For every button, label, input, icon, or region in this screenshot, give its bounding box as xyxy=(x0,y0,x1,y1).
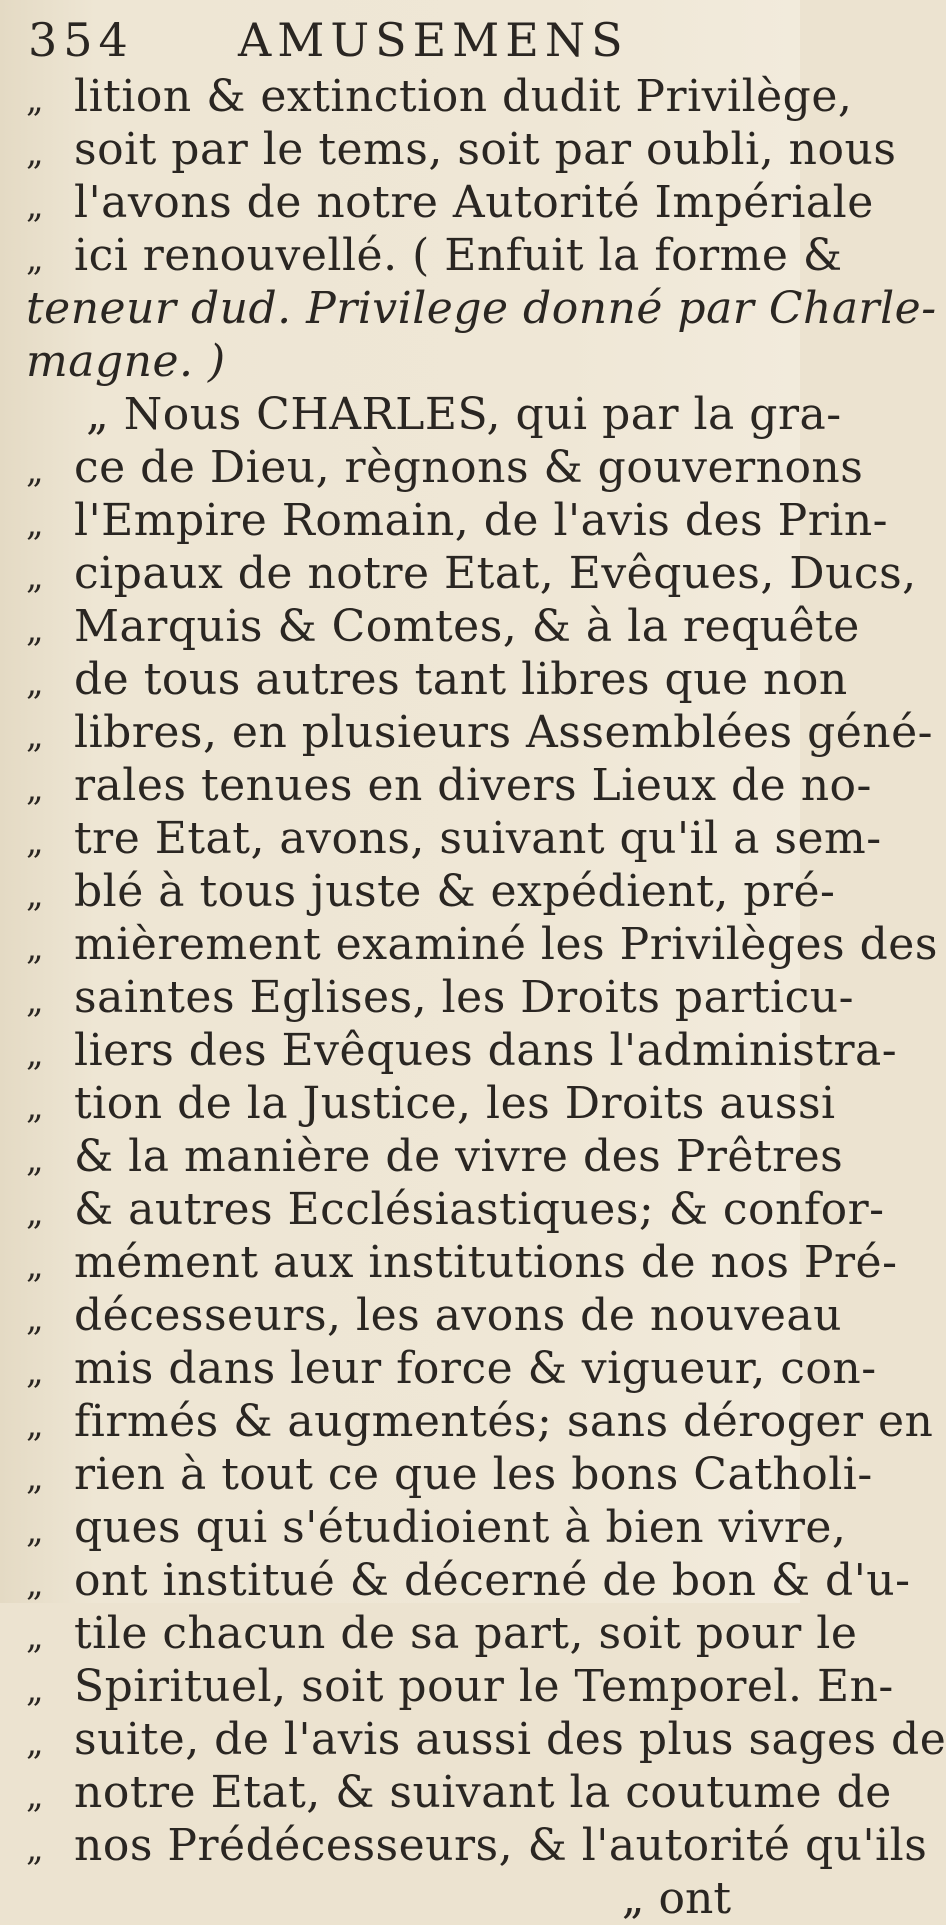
text-line xyxy=(26,1501,847,1554)
quote-mark: „ xyxy=(26,1617,42,1657)
text-line xyxy=(26,441,864,494)
line-text: firmés & augmentés; sans déroger en xyxy=(74,1396,934,1447)
line-text: nos Prédécesseurs, & l'autorité qu'ils xyxy=(74,1820,928,1871)
line-text: liers des Evêques dans l'administra- xyxy=(74,1025,898,1076)
quote-mark: „ xyxy=(26,186,42,226)
quote-mark: „ xyxy=(26,1458,42,1498)
line-text: magne. ) xyxy=(26,336,226,387)
quote-mark: „ xyxy=(26,1670,42,1710)
quote-mark: „ xyxy=(26,80,42,120)
quote-mark: „ xyxy=(26,1829,42,1869)
text-line xyxy=(26,600,860,653)
text-line xyxy=(26,1342,877,1395)
text-line xyxy=(26,70,853,123)
running-title: AMUSEMENS xyxy=(238,13,629,67)
text-line xyxy=(26,229,843,282)
line-text: & autres Ecclésiastiques; & confor- xyxy=(74,1184,885,1235)
line-text: lition & extinction dudit Privilège, xyxy=(74,71,853,122)
quote-mark: „ xyxy=(26,133,42,173)
quote-mark: „ xyxy=(26,1405,42,1445)
quote-mark: „ xyxy=(26,451,42,491)
text-line xyxy=(26,1766,892,1819)
line-text: l'Empire Romain, de l'avis des Prin- xyxy=(74,495,889,546)
quote-mark: „ xyxy=(26,504,42,544)
line-text: tion de la Justice, les Droits aussi xyxy=(74,1078,836,1129)
quote-mark: „ xyxy=(26,928,42,968)
text-line xyxy=(26,812,882,865)
text-line xyxy=(26,335,786,388)
text-line xyxy=(26,918,938,971)
quote-mark: „ xyxy=(26,1352,42,1392)
quote-mark: „ xyxy=(26,875,42,915)
text-line xyxy=(26,123,897,176)
line-text: cipaux de notre Etat, Evêques, Ducs, xyxy=(74,548,917,599)
line-text: blé à tous juste & expédient, pré- xyxy=(74,866,836,917)
text-line xyxy=(26,759,872,812)
text-line xyxy=(26,547,917,600)
line-text: soit par le tems, soit par oubli, nous xyxy=(74,124,897,175)
line-text: teneur dud. Privilege donné par Charle- xyxy=(26,283,937,334)
body-text xyxy=(26,70,946,1925)
line-text: rien à tout ce que les bons Catholi- xyxy=(74,1449,873,1500)
text-line xyxy=(26,1183,885,1236)
quote-mark: „ xyxy=(26,1193,42,1233)
line-text: & la manière de vivre des Prêtres xyxy=(74,1131,844,1182)
text-line xyxy=(26,1289,842,1342)
text-line xyxy=(26,1024,898,1077)
line-text: notre Etat, & suivant la coutume de xyxy=(74,1767,892,1818)
text-line xyxy=(26,865,836,918)
text-line xyxy=(26,1130,844,1183)
line-text: suite, de l'avis aussi des plus sages de xyxy=(74,1714,946,1765)
quote-mark: „ xyxy=(26,1511,42,1551)
text-line xyxy=(26,1448,873,1501)
line-text: Marquis & Comtes, & à la requête xyxy=(74,601,860,652)
page-header xyxy=(28,10,770,70)
text-line xyxy=(26,971,854,1024)
text-line xyxy=(26,388,842,441)
quote-mark: „ xyxy=(26,1776,42,1816)
line-text: saintes Eglises, les Droits particu- xyxy=(74,972,854,1023)
line-text: ici renouvellé. ( Enfuit la forme & xyxy=(74,230,843,281)
text-line xyxy=(26,1819,928,1872)
page-number: 354 xyxy=(28,13,134,67)
line-text: „ Nous CHARLES, qui par la gra- xyxy=(86,389,842,440)
line-text: Spirituel, soit pour le Temporel. En- xyxy=(74,1661,894,1712)
quote-mark: „ xyxy=(26,716,42,756)
text-line xyxy=(26,176,874,229)
text-line xyxy=(26,494,889,547)
text-line xyxy=(26,653,848,706)
quote-mark: „ xyxy=(26,663,42,703)
quote-mark: „ xyxy=(26,1034,42,1074)
line-text: libres, en plusieurs Assemblées géné- xyxy=(74,707,934,758)
catchword: „ ont xyxy=(621,1873,731,1924)
quote-mark: „ xyxy=(26,239,42,279)
line-text: tre Etat, avons, suivant qu'il a sem- xyxy=(74,813,882,864)
quote-mark: „ xyxy=(26,769,42,809)
text-line xyxy=(26,1077,836,1130)
line-text: l'avons de notre Autorité Impériale xyxy=(74,177,874,228)
quote-mark: „ xyxy=(26,557,42,597)
quote-mark: „ xyxy=(26,610,42,650)
quote-mark: „ xyxy=(26,1564,42,1604)
quote-mark: „ xyxy=(26,981,42,1021)
text-line xyxy=(26,1395,934,1448)
quote-mark: „ xyxy=(26,1246,42,1286)
quote-mark: „ xyxy=(26,1087,42,1127)
quote-mark: „ xyxy=(26,1140,42,1180)
line-text: ont institué & décerné de bon & d'u- xyxy=(74,1555,911,1606)
quote-mark: „ xyxy=(26,1299,42,1339)
text-line xyxy=(26,1554,911,1607)
line-text: décesseurs, les avons de nouveau xyxy=(74,1290,842,1341)
quote-mark: „ xyxy=(26,1723,42,1763)
text-line xyxy=(26,1236,898,1289)
line-text: tile chacun de sa part, soit pour le xyxy=(74,1608,858,1659)
text-line xyxy=(26,1713,946,1766)
line-text: mis dans leur force & vigueur, con- xyxy=(74,1343,877,1394)
line-text: ce de Dieu, règnons & gouvernons xyxy=(74,442,864,493)
text-line xyxy=(26,1607,858,1660)
quote-mark: „ xyxy=(26,822,42,862)
line-text: ques qui s'étudioient à bien vivre, xyxy=(74,1502,847,1553)
text-line xyxy=(26,706,934,759)
line-text: de tous autres tant libres que non xyxy=(74,654,848,705)
text-line xyxy=(26,282,937,335)
line-text: mément aux institutions de nos Pré- xyxy=(74,1237,898,1288)
line-text: mièrement examiné les Privilèges des xyxy=(74,919,938,970)
text-line xyxy=(26,1660,894,1713)
line-text: rales tenues en divers Lieux de no- xyxy=(74,760,872,811)
